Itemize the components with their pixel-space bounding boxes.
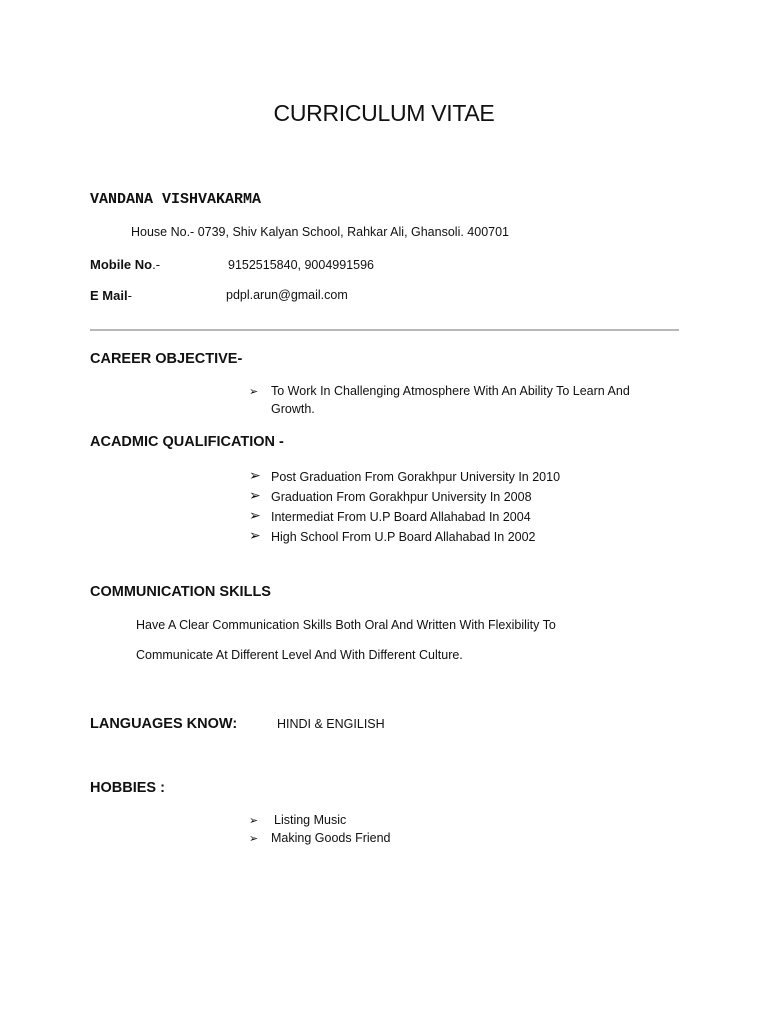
career-objective-line-1: To Work In Challenging Atmosphere With An Ability To Learn And bbox=[271, 384, 630, 398]
bullet-arrow-icon: ➢ bbox=[249, 815, 259, 827]
section-divider bbox=[90, 329, 679, 331]
mobile-label-bold: Mobile No bbox=[90, 257, 153, 272]
bullet-arrow-icon: ➢ bbox=[249, 467, 261, 483]
languages-value: HINDI & ENGILISH bbox=[277, 717, 385, 731]
mobile-value: 9152515840, 9004991596 bbox=[228, 258, 374, 272]
career-objective-heading: CAREER OBJECTIVE- bbox=[90, 351, 243, 367]
bullet-arrow-icon: ➢ bbox=[249, 487, 261, 503]
bullet-arrow-icon: ➢ bbox=[249, 507, 261, 523]
candidate-name: VANDANA VISHVAKARMA bbox=[90, 191, 262, 208]
hobby-item: Making Goods Friend bbox=[271, 831, 391, 845]
page-title: CURRICULUM VITAE bbox=[273, 100, 495, 126]
languages-heading: LANGUAGES KNOW: bbox=[90, 716, 238, 732]
academic-item: Intermediat From U.P Board Allahabad In 2004 bbox=[271, 510, 531, 524]
email-value: pdpl.arun@gmail.com bbox=[226, 288, 348, 302]
hobbies-heading: HOBBIES : bbox=[90, 780, 165, 796]
academic-item: Graduation From Gorakhpur University In 2008 bbox=[271, 490, 532, 504]
academic-item: High School From U.P Board Allahabad In 2002 bbox=[271, 530, 536, 544]
address-text: House No.- 0739, Shiv Kalyan School, Rahkar Ali, Ghansoli. 400701 bbox=[131, 225, 510, 239]
career-objective-line-2: Growth. bbox=[271, 402, 315, 416]
academic-item: Post Graduation From Gorakhpur University In 2010 bbox=[271, 470, 561, 484]
communication-skills-heading: COMMUNICATION SKILLS bbox=[90, 584, 271, 600]
mobile-label-suffix: .- bbox=[152, 257, 161, 272]
email-label-suffix: - bbox=[127, 288, 132, 303]
email-label bbox=[90, 288, 132, 303]
bullet-arrow-icon: ➢ bbox=[249, 527, 261, 543]
bullet-arrow-icon: ➢ bbox=[249, 386, 259, 398]
email-label-bold: E Mail bbox=[90, 288, 128, 303]
bullet-arrow-icon: ➢ bbox=[249, 833, 259, 845]
academic-qualification-heading: ACADMIC QUALIFICATION - bbox=[90, 434, 284, 450]
communication-skills-line-1: Have A Clear Communication Skills Both Oral And Written With Flexibility To bbox=[136, 618, 556, 632]
mobile-label bbox=[90, 257, 160, 272]
hobby-item: Listing Music bbox=[274, 813, 347, 827]
communication-skills-line-2: Communicate At Different Level And With Different Culture. bbox=[136, 648, 463, 662]
